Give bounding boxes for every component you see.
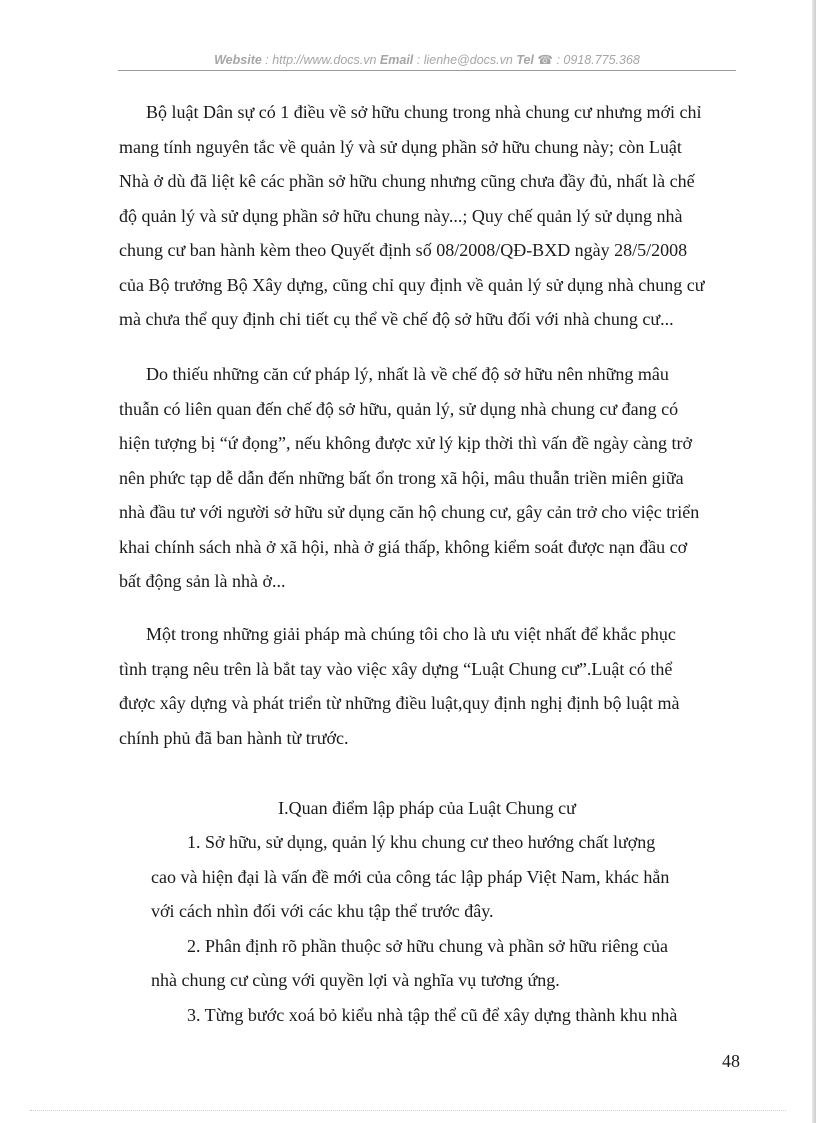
paragraph-3 [119,617,735,755]
numbered-list [151,825,711,1032]
paragraph-2 [119,357,735,599]
footer-rule [30,1110,786,1111]
page-header [118,52,736,72]
list-item-1: 1. Sở hữu, sử dụng, quản lý khu chung cư theo hướng chất lượng [187,832,656,852]
header-rule [118,70,736,71]
text-line: chung cư ban hành kèm theo Quyết định số 08/2008/QĐ-BXD ngày 28/5/2008 [119,240,688,260]
page-edge-shadow [812,0,816,1123]
text-line: mà chưa thể quy định chi tiết cụ thể về chế độ sở hữu đối với nhà chung cư... [119,309,674,329]
text-line: mang tính nguyên tắc về quản lý và sử dụng phần sở hữu chung này; còn Luật [119,136,682,157]
list-item-3: 3. Từng bước xoá bỏ kiểu nhà tập thể cũ để xây dựng thành khu nhà [187,1004,678,1025]
email-label: Email [379,53,414,67]
text-line: Nhà ở dù đã liệt kê các phần sở hữu chung nhưng cũng chưa đầy đủ, nhất là chế [119,171,695,191]
text-line: Bộ luật Dân sự có 1 điều về sở hữu chung trong nhà chung cư nhưng mới chỉ [119,102,702,122]
section-heading: I.Quan điểm lập pháp của Luật Chung cư [278,798,576,818]
phone-icon: ☎ [537,53,553,67]
text-line: hiện tượng bị “ứ đọng”, nếu không được xử lý kịp thời thì vấn đề ngày càng trở [119,433,692,453]
text-line: Do thiếu những căn cứ pháp lý, nhất là về chế độ sở hữu nên những mâu [119,364,669,384]
text-line: khai chính sách nhà ở xã hội, nhà ở giá thấp, không kiểm soát được nạn đầu cơ [119,536,688,557]
tel-label: Tel [516,53,534,67]
text-line: được xây dựng và phát triển từ những điều luật,quy định nghị định bộ luật mà [119,693,680,713]
text-line: chính phủ đã ban hành từ trước. [119,727,349,748]
text-line: bất động sản là nhà ở... [119,571,286,591]
website-value: : http://www.docs.vn [261,53,380,67]
text-line: nên phức tạp dễ dẫn đến những bất ổn trong xã hội, mâu thuẫn triền miên giữa [119,467,684,488]
paragraph-1 [119,95,735,337]
text-line: của Bộ trưởng Bộ Xây dựng, cũng chỉ quy định về quản lý sử dụng nhà chung cư [119,274,705,295]
list-item-1-cont: cao và hiện đại là vấn đề mới của công tác lập pháp Việt Nam, khác hẳn [151,866,670,887]
list-item-2-cont: nhà chung cư cùng với quyền lợi và nghĩa vụ tương ứng. [151,970,560,990]
tel-value: : 0918.775.368 [552,53,640,67]
text-line: nhà đầu tư với người sở hữu sử dụng căn hộ chung cư, gây cản trở cho việc triển [119,502,700,522]
list-item-1-cont: với cách nhìn đối với các khu tập thể trước đây. [151,901,494,921]
list-item-2: 2. Phân định rõ phần thuộc sở hữu chung và phần sở hữu riêng của [187,935,668,956]
page-number: 48 [722,1051,740,1071]
email-value: : lienhe@docs.vn [413,53,517,67]
text-line: độ quản lý và sử dụng phần sở hữu chung này...; Quy chế quản lý sử dụng nhà [119,205,683,226]
text-line: thuẫn có liên quan đến chế độ sở hữu, quản lý, sử dụng nhà chung cư đang có [119,398,679,419]
text-line: tình trạng nêu trên là bắt tay vào việc xây dựng “Luật Chung cư”.Luật có thể [119,658,673,679]
website-label: Website [214,53,262,67]
text-line: Một trong những giải pháp mà chúng tôi cho là ưu việt nhất để khắc phục [119,624,676,644]
